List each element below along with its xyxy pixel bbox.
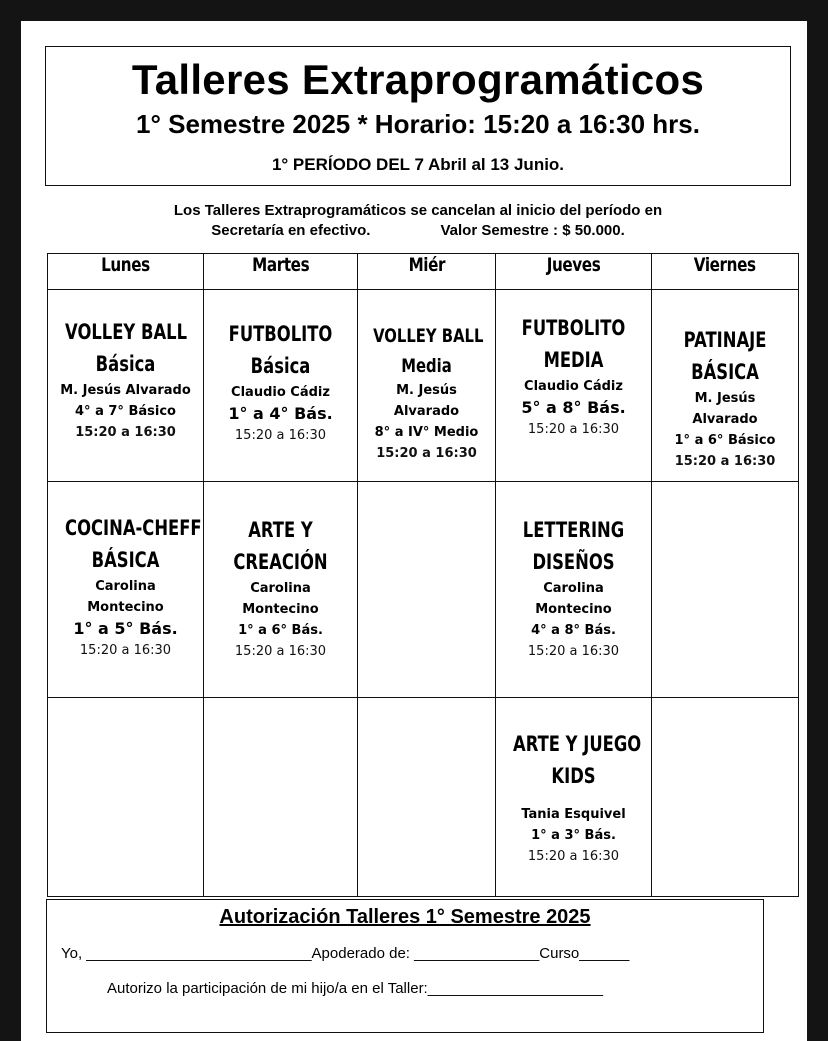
document-page [21, 21, 807, 1041]
workshop-cell [652, 290, 799, 482]
teacher-surname: Montecino [535, 602, 612, 617]
workshop-cell [496, 482, 652, 698]
workshop-level-name: KIDS [551, 764, 596, 788]
empty-cell [358, 482, 496, 698]
workshop-level-name: Media [401, 355, 452, 377]
workshop-cell [496, 290, 652, 482]
workshop-name: VOLLEY BALL [373, 325, 484, 347]
workshop-level-name: DISEÑOS [532, 550, 615, 574]
teacher-name: Tania Esquivel [521, 807, 626, 822]
grade-range: 1° a 5° Bás. [73, 619, 178, 638]
workshop-hours: 15:20 a 16:30 [527, 422, 620, 437]
workshop-name: FUTBOLITO [228, 322, 333, 346]
workshop-level-name: BÁSICA [691, 360, 759, 384]
grade-range: 1° a 4° Bás. [228, 404, 333, 423]
workshop-hours: 15:20 a 16:30 [234, 428, 327, 443]
grade-range: 4° a 7° Básico [75, 404, 176, 419]
semester-schedule: 1° Semestre 2025 * Horario: 15:20 a 16:30 hrs. [136, 109, 700, 139]
day-header-monday: Lunes [48, 254, 204, 290]
workshop-name: ARTE Y JUEGO [513, 732, 642, 756]
grade-range: 4° a 8° Bás. [531, 623, 616, 638]
teacher-name: Claudio Cádiz [524, 379, 623, 394]
workshop-cell [496, 698, 652, 897]
workshop-hours: 15:20 a 16:30 [75, 425, 176, 440]
grade-range: 5° a 8° Bás. [521, 398, 626, 417]
workshop-hours: 15:20 a 16:30 [674, 454, 776, 469]
empty-cell [652, 698, 799, 897]
teacher-name: Carolina [95, 579, 156, 594]
workshop-cell [48, 482, 204, 698]
day-header-thursday: Jueves [496, 254, 652, 290]
workshop-hours: 15:20 a 16:30 [234, 644, 327, 659]
workshop-cell [48, 290, 204, 482]
workshop-hours: 15:20 a 16:30 [527, 849, 620, 864]
teacher-name: M. Jesús [396, 383, 457, 398]
workshop-cell [204, 290, 358, 482]
teacher-name: Carolina [543, 581, 604, 596]
day-header-tuesday: Martes [204, 254, 358, 290]
empty-cell [652, 482, 799, 698]
workshop-fill-line[interactable]: Autorizo la participación de mi hijo/a en el Taller:_____________________ [107, 980, 603, 997]
notice-semester-fee: Valor Semestre : $ 50.000. [440, 222, 625, 239]
teacher-surname: Montecino [87, 600, 164, 615]
period-dates: 1° PERÍODO DEL 7 Abril al 13 Junio. [271, 155, 565, 174]
workshop-name: COCINA-CHEFF [65, 516, 202, 540]
guardian-fill-line[interactable]: Yo, ___________________________Apoderado de: _______________Curso______ [61, 945, 630, 962]
workshop-hours: 15:20 a 16:30 [527, 644, 620, 659]
workshop-name: FUTBOLITO [521, 316, 626, 340]
notice-payment-method: Secretaría en efectivo. [211, 222, 371, 239]
workshop-level-name: Básica [250, 354, 311, 378]
authorization-title: Autorización Talleres 1° Semestre 2025 [219, 906, 591, 928]
workshop-hours: 15:20 a 16:30 [376, 446, 477, 461]
workshop-name: VOLLEY BALL [65, 320, 188, 344]
teacher-name: Carolina [250, 581, 311, 596]
empty-cell [204, 698, 358, 897]
workshop-name: PATINAJE [683, 328, 767, 352]
teacher-name: M. Jesús Alvarado [60, 383, 191, 398]
header-box [45, 46, 791, 186]
workshop-name: ARTE Y [248, 518, 313, 542]
workshop-name: LETTERING [522, 518, 625, 542]
workshop-level-name: CREACIÓN [233, 550, 328, 574]
workshop-cell [358, 290, 496, 482]
day-header-friday: Viernes [652, 254, 799, 290]
teacher-name: Claudio Cádiz [231, 385, 330, 400]
teacher-surname: Alvarado [393, 404, 460, 419]
workshop-hours: 15:20 a 16:30 [79, 643, 172, 658]
day-header-wednesday: Miér [358, 254, 496, 290]
empty-cell [358, 698, 496, 897]
workshop-level-name: BÁSICA [91, 548, 160, 572]
grade-range: 8° a IV° Medio [374, 425, 479, 440]
workshop-schedule-table [47, 253, 799, 897]
workshop-cell [204, 482, 358, 698]
grade-range: 1° a 6° Básico [674, 433, 776, 448]
empty-cell [48, 698, 204, 897]
payment-notice [45, 201, 791, 241]
notice-line-1: Los Talleres Extraprogramáticos se cancelan al inicio del período en [173, 202, 663, 219]
teacher-surname: Alvarado [692, 412, 758, 427]
grade-range: 1° a 6° Bás. [238, 623, 323, 638]
teacher-name: M. Jesús [694, 391, 756, 406]
page-title: Talleres Extraprogramáticos [131, 56, 705, 103]
workshop-level-name: MEDIA [543, 348, 604, 372]
grade-range: 1° a 3° Bás. [531, 828, 616, 843]
authorization-slip [46, 899, 764, 1033]
workshop-level-name: Básica [95, 352, 156, 376]
teacher-surname: Montecino [242, 602, 319, 617]
